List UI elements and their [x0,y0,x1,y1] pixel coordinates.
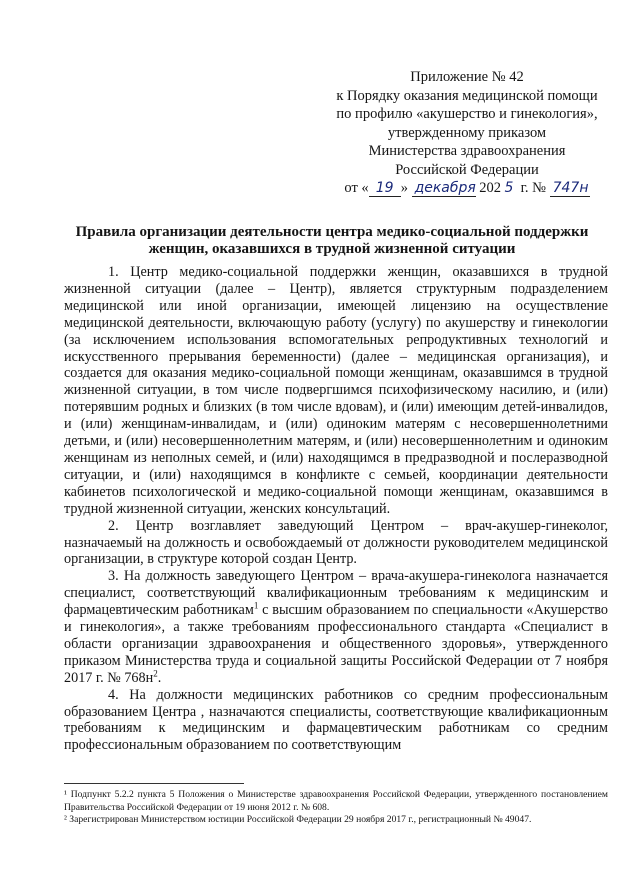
appendix-line-6: Российской Федерации [395,161,539,178]
footnote-1: ¹ Подпункт 5.2.2 пункта 5 Положения о Министерстве здравоохранения Российской Федерации, утвержденного постановлением Правительства Российской Федерации от 19 июня 2012 г. № 608. [64,789,608,813]
paragraph-3-text-c: . [157,669,162,686]
footnote-divider [64,783,244,784]
paragraph-4: 4. На должности медицинских работников со средним профессиональным образованием Центра , назначаются специалисты, соответствующие квалификационным требованиям к медицинским и фармацевтическим работникам со средним профессиональным образованием по соответствующим [64,686,608,754]
document-title: Правила организации деятельности центра медико-социальной поддержки женщин, оказавшихся в трудной жизненной ситуации [75,224,589,257]
appendix-line-3: по профилю «акушерство и гинекология», [336,106,598,122]
paragraph-1: 1. Центр медико-социальной поддержки женщин, оказавшихся в трудной жизненной ситуации (далее – Центр), является структурным подразделением медицинской или иной организации, имеющей лицензию на осуществление медицинской деятельности, включающую работу (услугу) по акушерству и гинекологии (за исключением использования вспомогательных репродуктивных технологий и искусственного прерывания беременности) (далее – медицинская организация), и создается для оказания медико-социальной помощи женщинам, оказавшимся в трудной жизненной ситуации, в том числе подвергшимся психофизическому насилию, и (или) потерявшим родных и близких (в том числе вдовам), и (или) имеющим детей-инвалидов, и (или) женщинам-инвалидам, и (или) одиноким матерям с несовершеннолетними детьми, и (или) несовершеннолетним матерям, и (или) несовершеннолетним и одиноким женщинам из неполных семей, и (или) находящимся в предразводной и послеразводной ситуации, и (или) находящимся в конфликте с семьей, координации деятельности кабинетов психологической и медико-социальной помощи женщинам, оказавшимся в трудной жизненной ситуации, женских консультаций. [64,264,608,517]
order-date-line [332,179,602,198]
paragraph-3-text-b: с высшим образованием по специальности «Акушерство и гинекология», а также требованиям профессионального стандарта «Специалист в области организации здравоохранения и общественного здоровья», утвержденного приказом Министерства труда и социальной защиты Российской Федерации от 7 ноября 2017 г. № 768н [64,602,608,686]
paragraph-2: 2. Центр возглавляет заведующий Центром – врач-акушер-гинеколог, назначаемый на должность и освобождаемый от должности руководителем медицинской организации, в структуре которой создан Центр. [64,517,608,568]
handwritten-day: 19 [369,181,401,197]
appendix-line-2: к Порядку оказания медицинской помощи [336,87,598,104]
footnote-ref-1: 1 [253,600,259,611]
footnote-ref-2: 2 [153,668,158,679]
document-body [64,264,608,754]
appendix-header [332,68,602,198]
order-number-label: г. № [520,180,546,196]
appendix-line-5: Министерства здравоохранения [368,143,566,159]
appendix-line-4: утвержденному приказом [387,124,547,141]
handwritten-year-digit: 5 [504,180,514,196]
handwritten-month: декабря [412,181,476,197]
paragraph-3 [64,568,608,686]
footnote-2: ² Зарегистрирован Министерством юстиции Российской Федерации 29 ноября 2017 г., регистрационный № 49047. [64,814,532,826]
footnotes [64,789,608,827]
handwritten-order-number: 747н [550,181,590,197]
appendix-number: Приложение № 42 [410,69,524,85]
date-year-prefix: 202 [479,180,501,196]
date-prefix: от « [344,180,369,196]
paragraph-3-text-a: 3. На должность заведующего Центром – врача-акушера-гинеколога назначается специалист, соответствующий квалификационным требованиям к медицинским и фармацевтическим работникам [64,568,608,619]
date-quote: » [400,180,408,196]
